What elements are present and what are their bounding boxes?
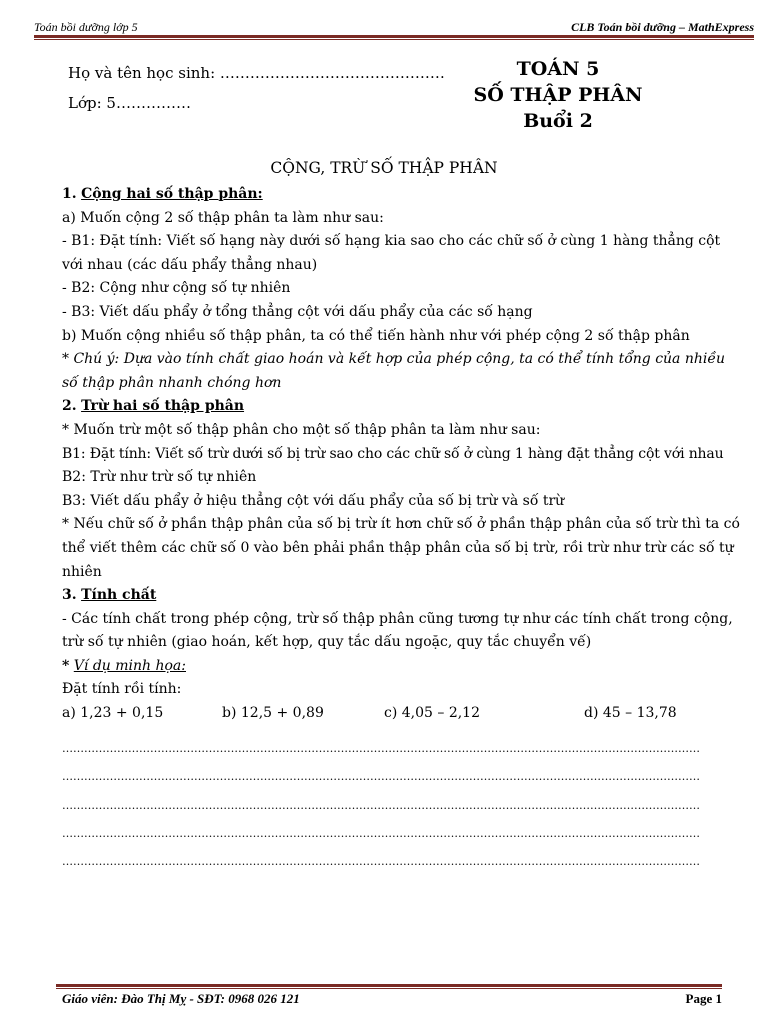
header-right-text: CLB Toán bồi dưỡng – MathExpress	[571, 20, 754, 34]
section-3-line: trừ số tự nhiên (giao hoán, kết hợp, quy tắc dấu ngoặc, quy tắc chuyển vế)	[62, 634, 592, 651]
note-star: *	[62, 351, 69, 368]
section-3-title: Tính chất	[81, 587, 157, 604]
section-1-title: Cộng hai số thập phân:	[81, 186, 263, 202]
section-2-line: thể viết thêm các chữ số 0 vào bên phải phần thập phân của số bị trừ, rồi trừ như trừ các số tự	[62, 539, 734, 556]
student-info	[68, 58, 445, 118]
page-footer	[62, 991, 722, 1009]
answer-line[interactable]: …………………………………………………………………………………………………………………………………………………………	[62, 855, 700, 868]
section-1-heading	[62, 183, 752, 207]
section-2-line: * Nếu chữ số ở phần thập phân của số bị trừ ít hơn chữ số ở phần thập phân của số trừ thì ta có	[62, 516, 740, 533]
section-2-line: B3: Viết dấu phẩy ở hiệu thẳng cột với dấu phẩy của số bị trừ và số trừ	[62, 492, 565, 509]
example-instruction: Đặt tính rồi tính:	[62, 681, 182, 698]
section-1-note	[62, 348, 752, 372]
exercise-b: b) 12,5 + 0,89	[222, 705, 324, 722]
answer-line[interactable]: …………………………………………………………………………………………………………………………………………………………	[62, 827, 700, 840]
page-header	[34, 16, 754, 36]
subject-title: TOÁN 5	[516, 58, 600, 80]
session-title: Buổi 2	[523, 110, 593, 132]
header-rule	[34, 35, 754, 38]
section-2-line: B1: Đặt tính: Viết số trừ dưới số bị trừ sao cho các chữ số ở cùng 1 hàng đặt thẳng cột với nhau	[62, 445, 724, 462]
section-1-line: - B3: Viết dấu phẩy ở tổng thẳng cột với dấu phẩy của các số hạng	[62, 303, 533, 320]
exercise-row	[62, 702, 752, 726]
example-star: *	[62, 657, 70, 674]
section-1-line: với nhau (các dấu phẩy thẳng nhau)	[62, 256, 318, 273]
header-left-text: Toán bồi dưỡng lớp 5	[34, 20, 138, 34]
section-1-line: - B1: Đặt tính: Viết số hạng này dưới số hạng kia sao cho các chữ số ở cùng 1 hàng thẳng cột	[62, 233, 721, 250]
header-rule-thin	[34, 39, 754, 40]
section-1-line: - B2: Cộng như cộng số tự nhiên	[62, 280, 291, 297]
answer-line[interactable]: …………………………………………………………………………………………………………………………………………………………	[62, 799, 700, 812]
section-2-heading	[62, 395, 752, 419]
section-3-heading	[62, 584, 752, 608]
answer-line[interactable]: …………………………………………………………………………………………………………………………………………………………	[62, 742, 700, 755]
exercise-a: a) 1,23 + 0,15	[62, 705, 164, 722]
section-1-line: a) Muốn cộng 2 số thập phân ta làm như sau:	[62, 209, 384, 226]
student-class-line: Lớp: 5……………	[68, 94, 191, 112]
answer-line[interactable]: …………………………………………………………………………………………………………………………………………………………	[62, 770, 700, 783]
page-title: CỘNG, TRỪ SỐ THẬP PHÂN	[270, 159, 498, 177]
note-text-line: Chú ý: Dựa vào tính chất giao hoán và kết hợp của phép cộng, ta có thể tính tổng của nhiều	[73, 351, 725, 368]
lesson-title-block	[468, 56, 648, 134]
topic-title: SỐ THẬP PHÂN	[473, 84, 643, 106]
section-2-number: 2.	[62, 398, 77, 415]
section-2-line: nhiên	[62, 563, 102, 580]
example-heading	[62, 655, 752, 679]
page-number: Page 1	[685, 991, 722, 1006]
section-2-line: * Muốn trừ một số thập phân cho một số thập phân ta làm như sau:	[62, 421, 541, 438]
section-1-number: 1.	[62, 186, 77, 202]
lesson-content	[62, 183, 752, 726]
footer-rule-thin	[56, 988, 722, 989]
note-text-line: số thập phân nhanh chóng hơn	[62, 374, 282, 391]
exercise-d: d) 45 – 13,78	[584, 705, 677, 722]
section-3-number: 3.	[62, 587, 77, 604]
footer-teacher-info: Giáo viên: Đào Thị Mỵ - SĐT: 0968 026 121	[62, 991, 300, 1006]
footer-rule	[56, 984, 722, 987]
exercise-c: c) 4,05 – 2,12	[384, 705, 480, 722]
section-1-line: b) Muốn cộng nhiều số thập phân, ta có thể tiến hành như với phép cộng 2 số thập phân	[62, 327, 690, 344]
section-3-line: - Các tính chất trong phép cộng, trừ số thập phân cũng tương tự như các tính chất trong cộng,	[62, 610, 733, 627]
section-2-title: Trừ hai số thập phân	[81, 398, 245, 415]
section-2-line: B2: Trừ như trừ số tự nhiên	[62, 469, 257, 486]
student-name-line: Họ và tên học sinh: ………………………………………	[68, 64, 445, 82]
example-label: Ví dụ minh họa:	[73, 657, 186, 674]
